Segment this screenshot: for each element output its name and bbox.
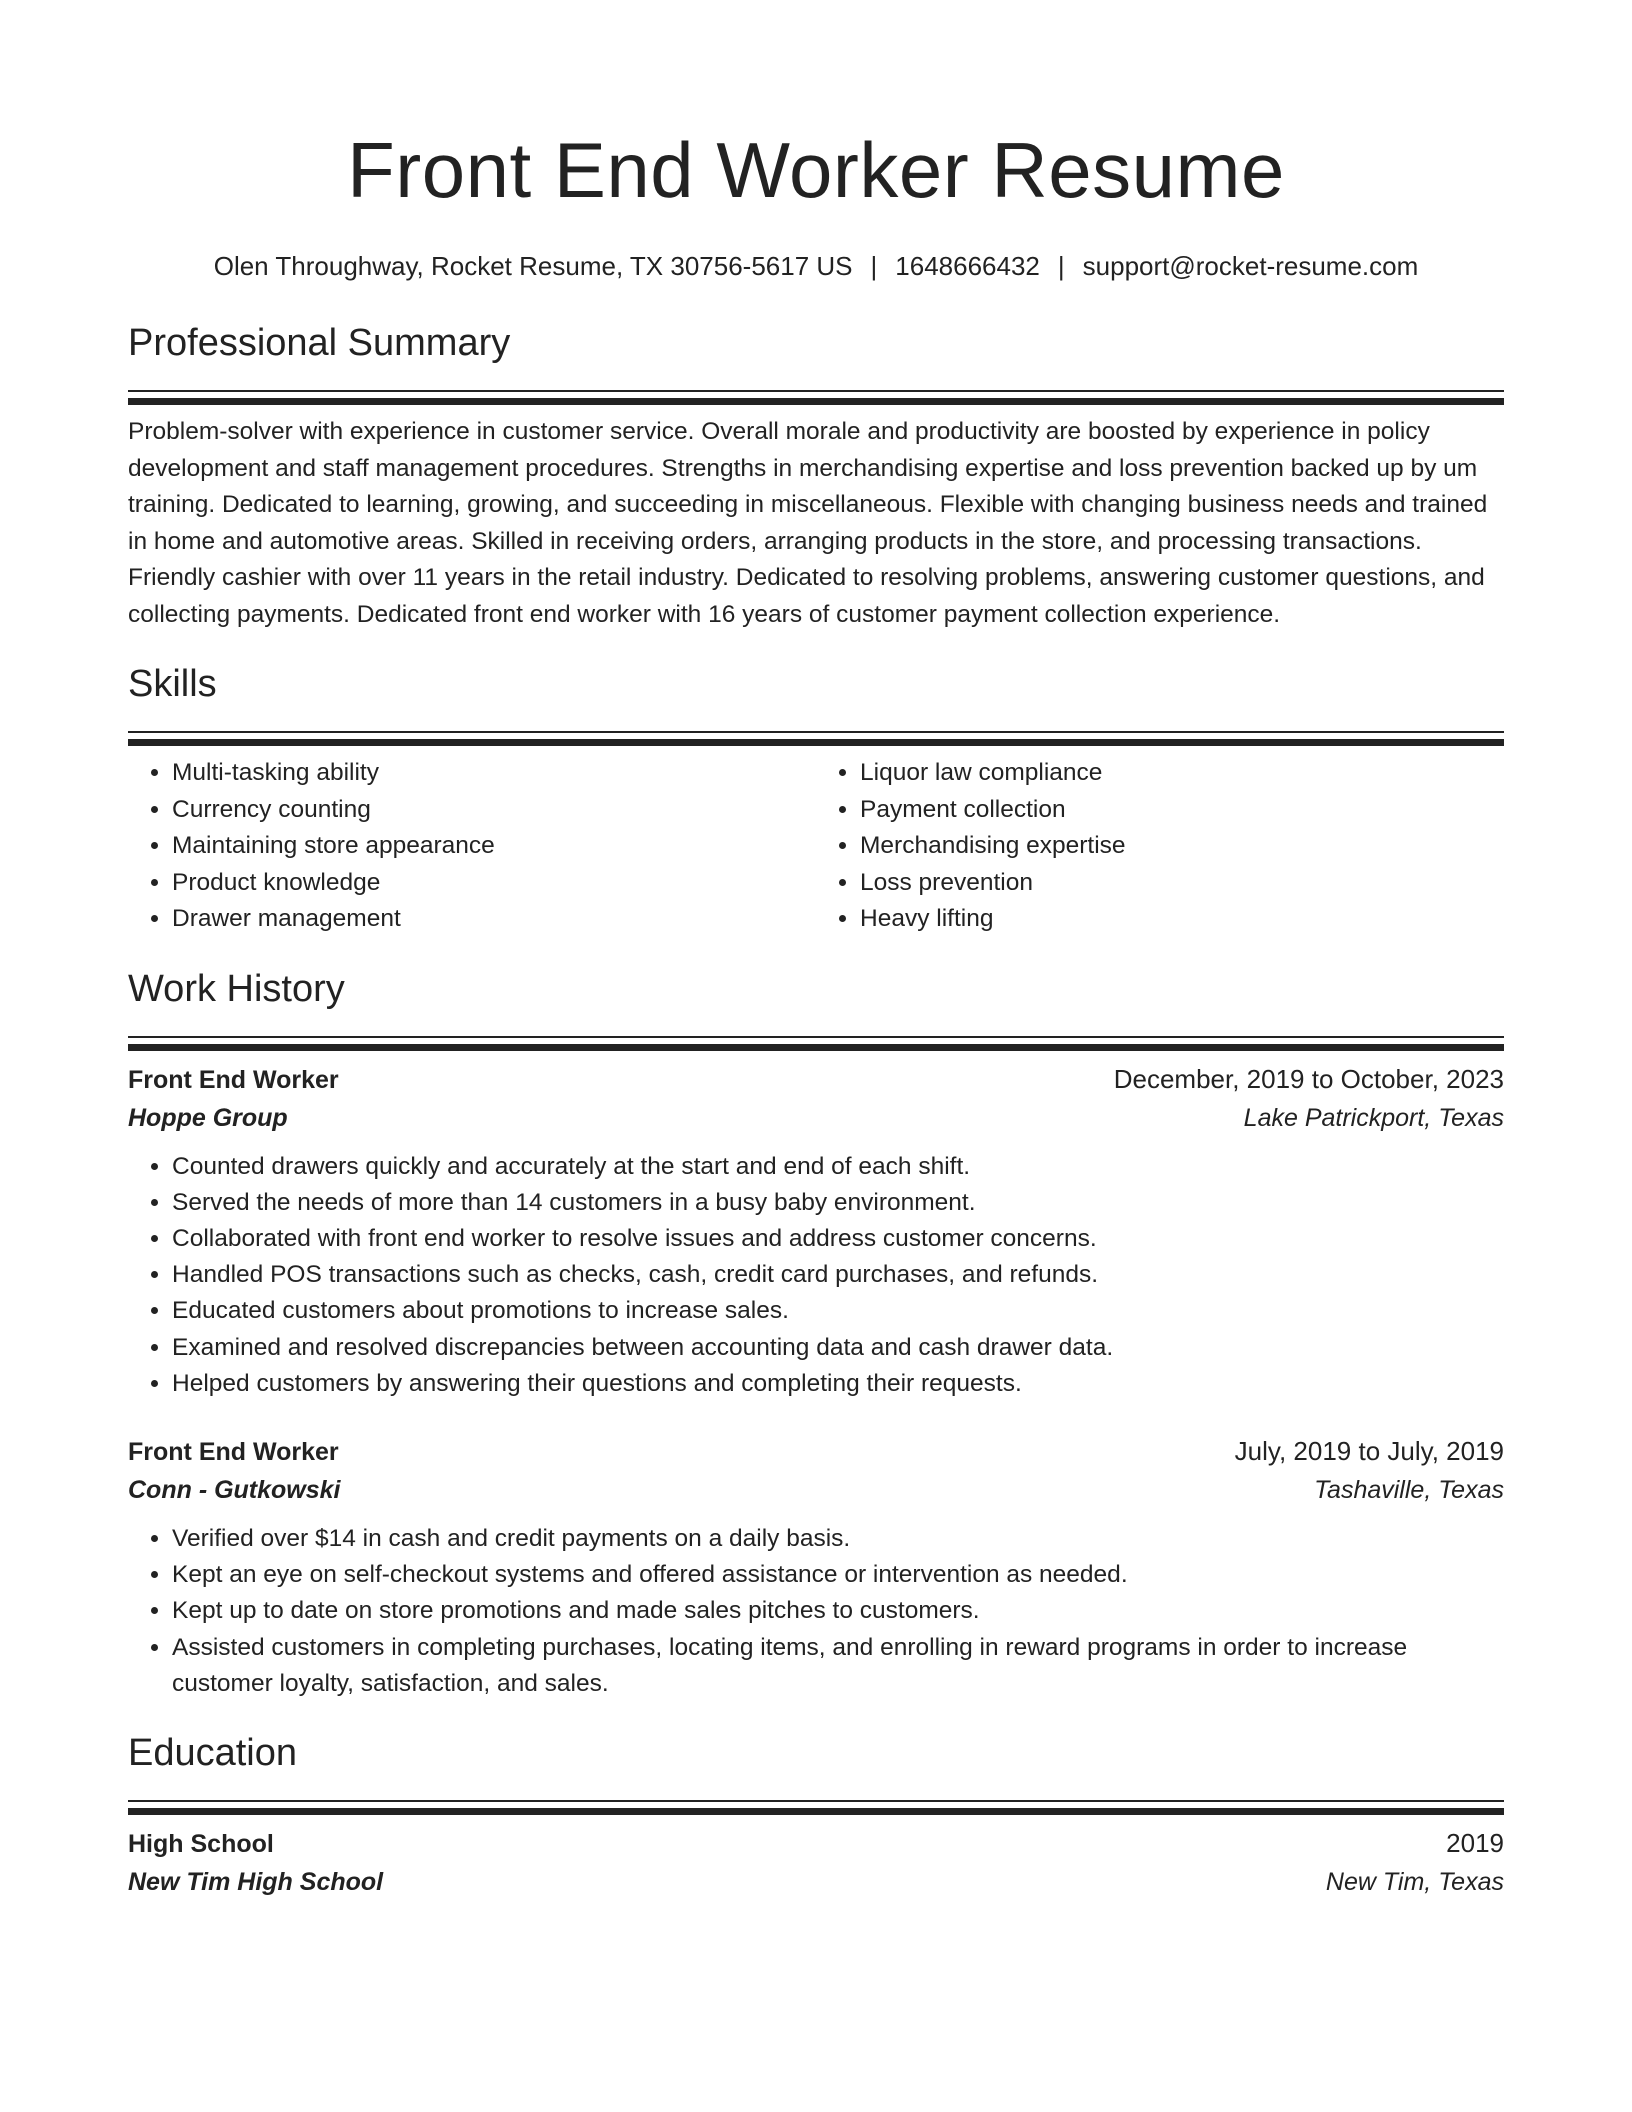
job-duties — [128, 1149, 1504, 1402]
contact-address: Olen Throughway, Rocket Resume, TX 30756-5617 US — [213, 251, 853, 281]
work-history-heading: Work History — [128, 967, 345, 1010]
job-duties — [128, 1521, 1504, 1702]
job-company-row — [128, 1099, 1504, 1137]
skill-item: • Liquor law compliance — [860, 755, 1504, 792]
education-heading: Education — [128, 1731, 298, 1774]
job-header-row — [128, 1432, 1504, 1471]
duty-item: • Kept an eye on self-checkout systems and offered assistance or intervention as needed. — [172, 1557, 1504, 1593]
job-company: Hoppe Group — [128, 1103, 288, 1132]
section-divider — [128, 731, 1504, 737]
work-history-section — [128, 964, 1504, 1702]
contact-phone: 1648666432 — [895, 251, 1040, 281]
skill-item: • Payment collection — [860, 792, 1504, 829]
summary-text: Problem-solver with experience in customer service. Overall morale and productivity are boosted by experience in policy development and staff management procedures. Strengths in merchandising expertise and loss prevention backed up by um training. Dedicated to learning, growing, and succeeding in miscellaneous. Flexible with changing business needs and trained in home and automotive areas. Skilled in receiving orders, arranging products in the store, and processing transactions. Friendly cashier with over 11 years in the retail industry. Dedicated to resolving problems, answering customer questions, and collecting payments. Dedicated front end worker with 16 years of customer payment collection experience. — [128, 418, 1488, 628]
job-company-row — [128, 1471, 1504, 1509]
duty-item: • Examined and resolved discrepancies between accounting data and cash drawer data. — [172, 1330, 1504, 1366]
job-location: Tashaville, Texas — [1314, 1475, 1504, 1504]
job-title: Front End Worker — [128, 1065, 339, 1094]
contact-separator: | — [1057, 251, 1065, 281]
duty-item: • Collaborated with front end worker to resolve issues and address customer concerns. — [172, 1221, 1504, 1257]
job-dates: December, 2019 to October, 2023 — [1113, 1063, 1504, 1094]
skills-section — [128, 659, 1504, 938]
job-entry — [128, 1060, 1504, 1402]
education-school-row — [128, 1863, 1504, 1901]
section-divider — [128, 1800, 1504, 1806]
skill-item: • Multi-tasking ability — [172, 755, 816, 792]
resume-title: Front End Worker Resume — [347, 126, 1285, 214]
education-section — [128, 1728, 1504, 1901]
job-entry — [128, 1432, 1504, 1702]
skills-column-right — [816, 755, 1504, 938]
contact-separator: | — [870, 251, 878, 281]
skill-item: • Maintaining store appearance — [172, 828, 816, 865]
duty-item: • Educated customers about promotions to increase sales. — [172, 1293, 1504, 1329]
duty-item: • Helped customers by answering their questions and completing their requests. — [172, 1366, 1504, 1402]
contact-line — [128, 248, 1504, 284]
education-entry — [128, 1824, 1504, 1901]
section-divider — [128, 1036, 1504, 1042]
education-degree: High School — [128, 1829, 274, 1858]
skill-item: • Heavy lifting — [860, 901, 1504, 938]
duty-item: • Verified over $14 in cash and credit payments on a daily basis. — [172, 1521, 1504, 1557]
job-dates: July, 2019 to July, 2019 — [1234, 1435, 1504, 1466]
skill-item: • Loss prevention — [860, 865, 1504, 902]
duty-item: • Served the needs of more than 14 customers in a busy baby environment. — [172, 1185, 1504, 1221]
section-divider — [128, 390, 1504, 396]
job-title: Front End Worker — [128, 1437, 339, 1466]
education-year: 2019 — [1446, 1827, 1504, 1858]
skills-list — [128, 755, 1504, 938]
education-header-row — [128, 1824, 1504, 1863]
duty-item: • Counted drawers quickly and accurately at the start and end of each shift. — [172, 1149, 1504, 1185]
skill-item: • Merchandising expertise — [860, 828, 1504, 865]
duty-item: • Handled POS transactions such as checks, cash, credit card purchases, and refunds. — [172, 1257, 1504, 1293]
job-location: Lake Patrickport, Texas — [1243, 1103, 1504, 1132]
summary-heading: Professional Summary — [128, 322, 511, 364]
duty-item: • Kept up to date on store promotions and made sales pitches to customers. — [172, 1593, 1504, 1629]
skill-item: • Currency counting — [172, 792, 816, 829]
skill-item: • Product knowledge — [172, 865, 816, 902]
summary-section — [128, 318, 1504, 633]
skills-heading: Skills — [128, 663, 217, 705]
job-company: Conn - Gutkowski — [128, 1475, 341, 1504]
job-header-row — [128, 1060, 1504, 1099]
education-location: New Tim, Texas — [1325, 1867, 1504, 1896]
contact-email: support@rocket-resume.com — [1082, 251, 1419, 281]
skill-item: • Drawer management — [172, 901, 816, 938]
duty-item: • Assisted customers in completing purchases, locating items, and enrolling in reward programs in order to increase customer loyalty, satisfaction, and sales. — [172, 1630, 1504, 1702]
skills-column-left — [128, 755, 816, 938]
education-school: New Tim High School — [128, 1867, 384, 1896]
